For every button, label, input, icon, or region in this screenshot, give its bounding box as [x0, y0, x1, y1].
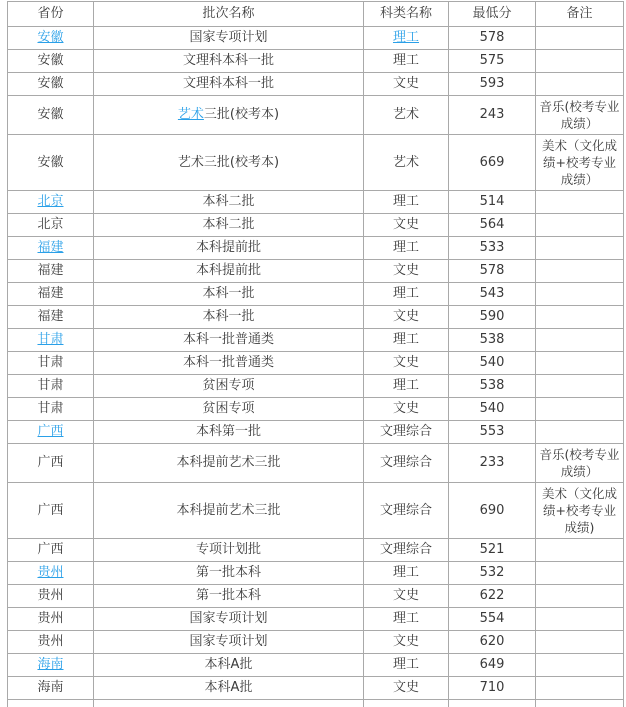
empty-cell: [364, 700, 449, 707]
min-score-text: 554: [479, 611, 505, 626]
table-row: [8, 306, 624, 329]
category-text: 理工: [392, 286, 419, 301]
table-row: [8, 585, 624, 608]
cell-remark: [536, 444, 624, 483]
cell-min-score: [449, 135, 536, 191]
cell-min-score: [449, 260, 536, 283]
province-link[interactable]: 福建: [37, 240, 64, 255]
min-score-text: 649: [479, 657, 505, 672]
min-score-text: 553: [479, 424, 505, 439]
cell-min-score: [449, 677, 536, 700]
min-score-text: 538: [479, 332, 505, 347]
province-link[interactable]: 贵州: [37, 565, 64, 580]
cell-category: [364, 562, 449, 585]
cell-category: [364, 608, 449, 631]
table-row: [8, 237, 624, 260]
cell-category: [364, 214, 449, 237]
cell-category: [364, 444, 449, 483]
category-text: 艺术: [392, 107, 419, 122]
cell-batch: [94, 444, 364, 483]
table-row: [8, 677, 624, 700]
cell-batch: [94, 562, 364, 585]
province-text: 安徽: [37, 154, 64, 170]
category-text: 文理综合: [379, 455, 432, 470]
batch-text: 文理科本科一批: [182, 53, 274, 68]
cell-province: [8, 677, 94, 700]
table-header: [8, 2, 624, 27]
table-row: [8, 96, 624, 135]
min-score-text: 593: [479, 76, 505, 91]
cell-province: [8, 73, 94, 96]
cell-min-score: [449, 191, 536, 214]
min-score-text: 543: [479, 286, 505, 301]
batch-text: 本科一批普通类: [182, 332, 274, 347]
cell-batch: [94, 283, 364, 306]
cell-remark: [536, 677, 624, 700]
cell-remark: [536, 135, 624, 191]
min-score-text: 622: [479, 588, 505, 603]
province-text: 安徽: [37, 76, 64, 91]
province-text: 广西: [37, 542, 64, 557]
batch-text: 第一批本科: [195, 565, 261, 580]
remark-text: 音乐(校考专业成绩）: [539, 99, 620, 131]
category-text: 文理综合: [379, 424, 432, 439]
province-link[interactable]: 北京: [37, 194, 64, 209]
batch-text: 本科二批: [202, 217, 255, 232]
batch-text: 第一批本科: [195, 588, 261, 603]
header-min-score: 最低分: [449, 2, 536, 27]
cell-province: [8, 483, 94, 539]
min-score-text: 620: [479, 634, 505, 649]
cell-batch: [94, 73, 364, 96]
batch-text: 本科提前艺术三批: [176, 502, 281, 518]
province-text: 海南: [37, 680, 64, 695]
cell-remark: [536, 539, 624, 562]
category-text: 文史: [392, 355, 419, 370]
table-row: [8, 50, 624, 73]
batch-text: 本科一批普通类: [182, 355, 274, 370]
cell-category: [364, 50, 449, 73]
category-text: 理工: [392, 378, 419, 393]
category-link[interactable]: 理工: [392, 30, 419, 45]
cell-province[interactable]: [8, 329, 94, 352]
cell-category: [364, 398, 449, 421]
cell-province: [8, 283, 94, 306]
cell-category: [364, 237, 449, 260]
category-text: 理工: [392, 194, 419, 209]
cell-min-score: [449, 483, 536, 539]
category-text: 理工: [392, 611, 419, 626]
cell-province: [8, 539, 94, 562]
cell-province: [8, 50, 94, 73]
cell-remark: [536, 50, 624, 73]
table-body: [8, 27, 624, 707]
cell-min-score: [449, 306, 536, 329]
cell-batch: [94, 352, 364, 375]
header-batch: 批次名称: [94, 2, 364, 27]
cell-min-score: [449, 585, 536, 608]
cell-min-score: [449, 73, 536, 96]
cell-min-score: [449, 237, 536, 260]
table-row: [8, 608, 624, 631]
min-score-text: 575: [479, 53, 505, 68]
province-text: 安徽: [37, 53, 64, 68]
min-score-text: 578: [479, 30, 505, 45]
province-link[interactable]: 海南: [37, 657, 64, 672]
cell-province: [8, 398, 94, 421]
cell-remark: [536, 329, 624, 352]
cell-category: [364, 135, 449, 191]
remark-text: 美术（文化成绩+校考专业成绩）: [541, 138, 617, 187]
table-row: [8, 562, 624, 585]
cell-province[interactable]: [8, 237, 94, 260]
cell-province: [8, 135, 94, 191]
batch-text: 国家专项计划: [189, 611, 268, 626]
cell-province: [8, 444, 94, 483]
table-row: [8, 260, 624, 283]
cell-category: [364, 654, 449, 677]
min-score-text: 590: [479, 309, 505, 324]
category-text: 理工: [392, 53, 419, 68]
cell-batch: [94, 421, 364, 444]
min-score-text: 690: [479, 502, 505, 518]
cell-batch: [94, 260, 364, 283]
min-score-text: 669: [479, 154, 505, 170]
cell-batch: [94, 135, 364, 191]
batch-text: 本科二批: [202, 194, 255, 209]
table-row: [8, 539, 624, 562]
cell-min-score: [449, 631, 536, 654]
cell-remark: [536, 260, 624, 283]
cell-province: [8, 585, 94, 608]
cell-remark: [536, 608, 624, 631]
min-score-text: 538: [479, 378, 505, 393]
cell-min-score: [449, 398, 536, 421]
remark-text: 音乐(校考专业成绩）: [539, 447, 620, 479]
province-text: 甘肃: [37, 378, 64, 393]
category-text: 艺术: [392, 154, 419, 170]
admission-score-table: [7, 1, 624, 707]
table-row: [8, 421, 624, 444]
cell-province[interactable]: [8, 562, 94, 585]
cell-category: [364, 631, 449, 654]
table-row: [8, 631, 624, 654]
table-row-partial: [8, 700, 624, 707]
min-score-text: 521: [479, 542, 505, 557]
cell-remark: [536, 631, 624, 654]
province-text: 福建: [37, 286, 64, 301]
cell-category: [364, 585, 449, 608]
cell-province: [8, 306, 94, 329]
cell-min-score: [449, 608, 536, 631]
empty-cell: [536, 700, 624, 707]
cell-min-score: [449, 283, 536, 306]
batch-link[interactable]: 艺术: [177, 107, 204, 122]
cell-category: [364, 306, 449, 329]
min-score-text: 578: [479, 263, 505, 278]
header-category: 科类名称: [364, 2, 449, 27]
cell-remark: [536, 375, 624, 398]
cell-category: [364, 191, 449, 214]
cell-min-score: [449, 562, 536, 585]
min-score-text: 710: [479, 680, 505, 695]
province-text: 福建: [37, 309, 64, 324]
cell-province: [8, 352, 94, 375]
min-score-text: 564: [479, 217, 505, 232]
table-row: [8, 135, 624, 191]
cell-category: [364, 677, 449, 700]
cell-category: [364, 260, 449, 283]
batch-text: 本科一批: [202, 286, 255, 301]
cell-province[interactable]: [8, 421, 94, 444]
cell-remark: [536, 306, 624, 329]
cell-province: [8, 608, 94, 631]
batch-text: 本科一批: [202, 309, 255, 324]
category-text: 理工: [392, 332, 419, 347]
table-row: [8, 191, 624, 214]
min-score-text: 540: [479, 355, 505, 370]
batch-text: 国家专项计划: [189, 634, 268, 649]
cell-batch: [94, 214, 364, 237]
cell-remark: [536, 96, 624, 135]
cell-category: [364, 329, 449, 352]
province-text: 安徽: [37, 107, 64, 122]
cell-remark: [536, 73, 624, 96]
cell-province[interactable]: [8, 654, 94, 677]
table-row: [8, 654, 624, 677]
cell-batch: [94, 27, 364, 50]
cell-batch: [94, 677, 364, 700]
table-row: [8, 73, 624, 96]
cell-remark: [536, 398, 624, 421]
empty-cell: [8, 700, 94, 707]
cell-province: [8, 375, 94, 398]
batch-text: 贫困专项: [202, 378, 255, 393]
cell-category: [364, 539, 449, 562]
table-row: [8, 483, 624, 539]
min-score-text: 514: [479, 194, 505, 209]
cell-min-score: [449, 27, 536, 50]
province-text: 北京: [37, 217, 64, 232]
cell-batch: [94, 608, 364, 631]
table-row: [8, 329, 624, 352]
cell-batch: [94, 96, 364, 135]
cell-province[interactable]: [8, 27, 94, 50]
cell-min-score: [449, 421, 536, 444]
cell-remark: [536, 421, 624, 444]
remark-text: 美术（文化成绩+校考专业成绩): [541, 486, 617, 535]
cell-remark: [536, 214, 624, 237]
cell-min-score: [449, 96, 536, 135]
cell-batch: [94, 585, 364, 608]
cell-min-score: [449, 352, 536, 375]
cell-remark: [536, 27, 624, 50]
cell-remark: [536, 352, 624, 375]
cell-batch: [94, 631, 364, 654]
header-row: [8, 2, 624, 27]
min-score-text: 243: [479, 107, 505, 122]
cell-category: [364, 96, 449, 135]
cell-remark: [536, 483, 624, 539]
table-row: [8, 352, 624, 375]
province-link[interactable]: 甘肃: [37, 332, 64, 347]
category-text: 文史: [392, 76, 419, 91]
category-text: 文史: [392, 588, 419, 603]
province-link[interactable]: 安徽: [37, 30, 64, 45]
cell-remark: [536, 237, 624, 260]
province-link[interactable]: 广西: [37, 424, 64, 439]
province-text: 贵州: [37, 611, 64, 626]
cell-category: [364, 352, 449, 375]
cell-batch: [94, 306, 364, 329]
cell-min-score: [449, 50, 536, 73]
category-text: 文史: [392, 263, 419, 278]
cell-remark: [536, 562, 624, 585]
province-text: 贵州: [37, 588, 64, 603]
batch-text: 本科第一批: [195, 424, 261, 439]
category-text: 理工: [392, 240, 419, 255]
cell-batch: [94, 191, 364, 214]
table-row: [8, 398, 624, 421]
cell-min-score: [449, 375, 536, 398]
empty-cell: [449, 700, 536, 707]
cell-category: [364, 483, 449, 539]
batch-text: 专项计划批: [195, 542, 261, 557]
cell-min-score: [449, 654, 536, 677]
cell-batch: [94, 375, 364, 398]
province-text: 贵州: [37, 634, 64, 649]
cell-min-score: [449, 539, 536, 562]
cell-batch: [94, 483, 364, 539]
province-text: 广西: [37, 502, 64, 518]
category-text: 理工: [392, 657, 419, 672]
category-text: 文史: [392, 217, 419, 232]
batch-text: 本科A批: [204, 680, 253, 695]
category-text: 文史: [392, 309, 419, 324]
cell-category: [364, 73, 449, 96]
category-text: 理工: [392, 565, 419, 580]
table-row: [8, 283, 624, 306]
cell-province: [8, 631, 94, 654]
cell-province: [8, 260, 94, 283]
category-text: 文史: [392, 680, 419, 695]
cell-min-score: [449, 214, 536, 237]
cell-remark: [536, 283, 624, 306]
cell-batch: [94, 50, 364, 73]
batch-text: 贫困专项: [202, 401, 255, 416]
cell-remark: [536, 654, 624, 677]
header-province: 省份: [8, 2, 94, 27]
cell-province: [8, 214, 94, 237]
table-row: [8, 214, 624, 237]
batch-text: 本科提前批: [195, 240, 261, 255]
table-row: [8, 375, 624, 398]
province-text: 广西: [37, 455, 64, 470]
cell-batch: [94, 539, 364, 562]
province-text: 甘肃: [37, 355, 64, 370]
category-text: 文史: [392, 401, 419, 416]
cell-remark: [536, 191, 624, 214]
cell-province: [8, 96, 94, 135]
cell-category: [364, 283, 449, 306]
batch-text: 本科提前艺术三批: [176, 455, 281, 470]
cell-min-score: [449, 444, 536, 483]
batch-text: 三批(校考本): [203, 107, 280, 122]
batch-text: 文理科本科一批: [182, 76, 274, 91]
cell-province[interactable]: [8, 191, 94, 214]
empty-cell: [94, 700, 364, 707]
cell-category: [364, 375, 449, 398]
min-score-text: 533: [479, 240, 505, 255]
cell-min-score: [449, 329, 536, 352]
cell-batch: [94, 654, 364, 677]
province-text: 甘肃: [37, 401, 64, 416]
cell-batch: [94, 329, 364, 352]
min-score-text: 233: [479, 455, 505, 470]
cell-batch: [94, 398, 364, 421]
cell-category[interactable]: [364, 27, 449, 50]
batch-text: 本科A批: [204, 657, 253, 672]
table-row: [8, 27, 624, 50]
province-text: 福建: [37, 263, 64, 278]
min-score-text: 532: [479, 565, 505, 580]
batch-text: 国家专项计划: [189, 30, 268, 45]
category-text: 文理综合: [379, 542, 432, 557]
min-score-text: 540: [479, 401, 505, 416]
category-text: 文理综合: [379, 502, 432, 518]
cell-remark: [536, 585, 624, 608]
batch-text: 本科提前批: [195, 263, 261, 278]
cell-batch: [94, 237, 364, 260]
header-remark: 备注: [536, 2, 624, 27]
batch-text: 艺术三批(校考本): [177, 154, 280, 170]
cell-category: [364, 421, 449, 444]
table-row: [8, 444, 624, 483]
category-text: 文史: [392, 634, 419, 649]
